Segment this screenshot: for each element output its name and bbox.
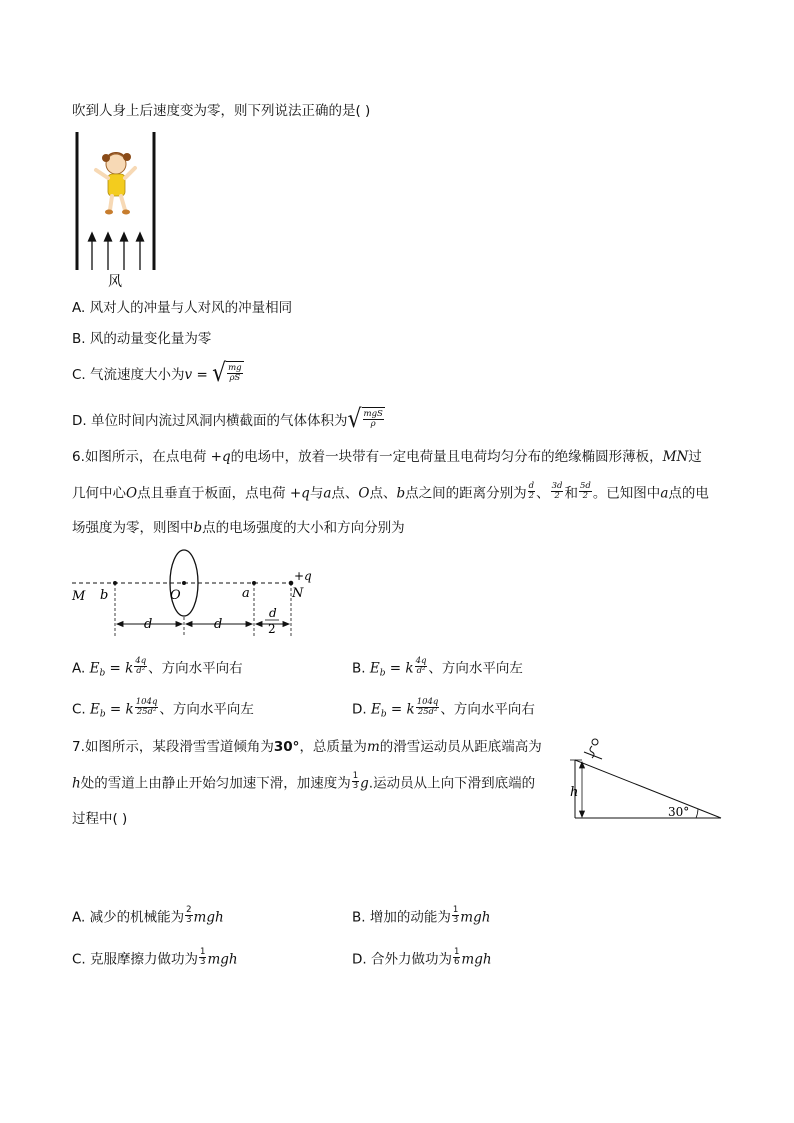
q7-option-b [352,905,491,927]
frac-den: 25d² [136,707,157,717]
fraction [135,698,159,717]
equals-k: = k [105,701,134,718]
frac-num: 5d [579,481,591,491]
option-text: C. 克服摩擦力做功为 [72,951,199,968]
expr-mgh: mgh [460,909,491,926]
wind-arrows [89,233,144,270]
fraction [185,906,192,925]
frac-den: 6 [453,957,460,967]
q7-line1 [72,738,542,756]
q5-stem-tail: 吹到人身上后速度变为零，则下列说法正确的是( ) [72,103,371,119]
person-illustration [96,152,135,215]
equals-k: = k [386,701,415,718]
var-e: E [369,660,380,677]
frac-den: 2 [582,491,589,501]
ski-slope-figure [568,732,728,824]
fraction [352,772,359,791]
text: 的滑雪运动员从距底端高为 [379,739,542,755]
option-label: D. [352,701,367,718]
label-m: M [72,589,86,604]
frac-den: ρS [229,372,241,383]
text: 点、 [331,485,359,502]
q7-line3: 过程中( ) [72,811,128,827]
frac-den: 3 [186,915,192,925]
wind-label: 风 [108,274,122,290]
direction-text: 、方向水平向左 [159,701,254,718]
var-a: a [660,485,669,502]
direction-text: 、方向水平向右 [148,660,243,677]
fraction [579,482,592,501]
option-text: D. 合外力做功为 [352,951,452,968]
frac-den: 2 [528,491,535,501]
option-label: C. [72,701,86,718]
var-e: E [89,660,100,677]
text: 。已知图中 [592,485,661,502]
text: 场强度为零，则图中 [72,520,194,536]
label-angle: 30° [668,805,690,819]
subscript: b [99,668,106,679]
frac-den: d² [136,666,146,676]
fraction [199,948,206,967]
expr-mgh: mgh [193,909,224,926]
option-text: B. 增加的动能为 [352,909,451,926]
wind-tunnel-figure [70,130,165,290]
equals-k: = k [385,660,414,677]
text: 点的电场强度的大小和方向分别为 [202,520,405,536]
q6-option-c [72,697,254,724]
frac-num: d [528,481,535,491]
frac-den: 3 [352,781,359,791]
frac-den: 25d² [417,707,438,717]
label-d-half-den: 2 [268,622,276,636]
label-d-half-num: d [269,606,277,620]
var-g: g [360,775,369,792]
var-e: E [370,701,381,718]
q5-option-d-text: D. 单位时间内流过风洞内横截面的气体体积为 [72,413,348,429]
frac-num: 3d [551,481,563,491]
var-b: b [396,485,406,502]
sqrt-expression: √ $\frac{\text{mgS}}{\rho}$ [347,405,383,434]
frac-num: 4q [415,656,427,666]
electric-field-figure [68,545,328,645]
q6-line2 [72,481,709,503]
frac-num: 4q [135,656,147,666]
label-d-2: d [214,617,223,632]
text: 点之间的距离分别为 [405,485,527,502]
q7-option-d [352,947,492,969]
q6-line1 [72,448,702,466]
label-n: N [292,586,304,601]
frac-den: 3 [200,957,206,967]
frac-num: 1 [453,947,460,957]
expr-mgh: mgh [461,951,492,968]
angle-value: 30° [273,739,300,755]
label-h: h [570,785,579,800]
frac-den: 3 [452,915,459,925]
text: .运动员从上向下滑到底端的 [368,775,536,792]
text: 过 [688,449,702,465]
label-a: a [242,586,250,601]
q7-option-a [72,905,224,927]
sqrt-expression: √ $\frac{mg}{\rho S}$ [212,359,242,388]
frac-num: 1 [352,771,359,781]
label-o: O [170,588,181,603]
fraction [452,906,459,925]
fraction [528,482,535,501]
var-mn: MN [662,449,689,465]
q5-option-b: B. 风的动量变化量为零 [72,331,212,347]
var-e: E [90,701,100,718]
var-b: b [193,520,203,536]
subscript: b [380,709,387,720]
text: 和 [564,485,578,502]
frac-num: 104q [135,697,158,707]
option-label: A. [72,660,86,677]
var-o: O [126,485,138,502]
frac-num: 1 [452,905,459,915]
text: 点且垂直于板面，点电荷 [137,485,290,502]
direction-text: 、方向水平向左 [428,660,523,677]
var-v: v [184,367,193,383]
text: 与 [309,485,324,502]
text: 处的雪道上由静止开始匀加速下滑，加速度为 [80,775,351,792]
q5-option-d [72,405,385,434]
fraction [453,948,460,967]
fraction [415,657,428,676]
frac-den: ρ [370,418,376,429]
q6-option-b [352,656,523,683]
q5-option-c [72,359,244,388]
equals-k: = k [105,660,134,677]
fraction [416,698,440,717]
frac-num: 1 [200,947,206,957]
subscript: b [99,709,106,720]
option-label: B. [352,660,366,677]
subscript: b [379,668,386,679]
var-m: m [366,739,380,755]
fraction [134,657,147,676]
equals: = [192,367,213,383]
frac-num: 2 [186,905,192,915]
skier-icon [584,739,602,759]
text: 6.如图所示，在点电荷 [72,449,211,465]
direction-text: 、方向水平向右 [440,701,535,718]
text: 7.如图所示，某段滑雪雪道倾角为 [72,739,274,755]
q5-option-a: A. 风对人的冲量与人对风的冲量相同 [72,300,293,316]
text: 的电场中，放着一块带有一定电荷量且电荷均匀分布的绝缘椭圆形薄板， [230,449,663,465]
frac-den: 2 [554,491,560,501]
q6-line3 [72,519,405,537]
label-d-1: d [144,617,153,632]
var-q: +q [289,485,310,502]
label-plus-q: +q [294,569,312,583]
text: 点的电 [668,485,709,502]
q6-option-a [72,656,243,683]
frac-num: 104q [416,697,439,707]
frac-den: d² [416,666,426,676]
frac-num: mgS [363,408,383,419]
q7-option-c [72,947,238,969]
q5-option-c-text: C. 气流速度大小为 [72,367,185,383]
q7-line2 [72,771,536,793]
var-h: h [72,775,81,792]
option-text: A. 减少的机械能为 [72,909,185,926]
text: ，总质量为 [299,739,367,755]
expr-mgh: mgh [207,951,238,968]
q6-option-d [352,697,535,724]
frac-num: mg [228,362,242,373]
var-q: +q [210,449,231,465]
text: 几何中心 [72,485,126,502]
var-o: O [358,485,370,502]
fraction [551,482,564,501]
var-a: a [323,485,332,502]
label-b: b [100,588,109,603]
text: 点、 [369,485,397,502]
text: 、 [536,485,550,502]
